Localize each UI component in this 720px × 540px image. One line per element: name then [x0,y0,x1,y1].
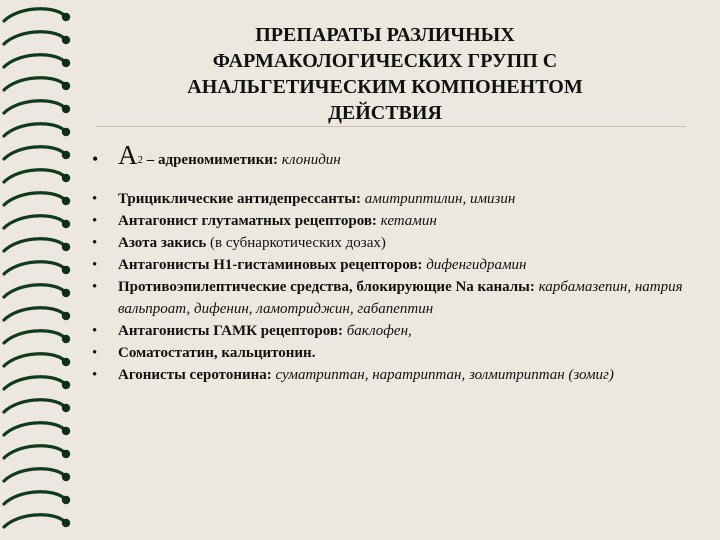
item-label: Агонисты серотонина: [118,367,276,383]
binding-hole [62,220,70,228]
binding-hole [62,473,70,481]
list-item [92,188,692,210]
lead-subscript: 2 [137,154,143,166]
bullet-icon: • [92,257,98,273]
binding-hole [62,266,70,274]
binding-ring [4,262,64,274]
binding-hole [62,427,70,435]
binding-ring [4,354,64,366]
item-label: Соматостатин, кальцитонин. [118,345,316,361]
lead-text [118,140,341,172]
list-item [92,364,692,386]
title-line-4: ДЕЙСТВИЯ [328,102,442,124]
binding-hole [62,450,70,458]
binding-hole [62,59,70,67]
binding-ring [4,515,64,527]
lead-letter: А [118,140,138,170]
binding-ring [4,308,64,320]
spiral-binding-decoration [0,0,78,540]
binding-hole [62,105,70,113]
item-value: карбамазепин, натрия вальпроат, дифенин, ламотриджин, габапептин [118,279,683,317]
list-item [92,232,692,254]
item-label: Азота закись [118,235,211,251]
binding-ring [4,285,64,297]
binding-ring [4,32,64,44]
item-label: Противоэпилептические средства, блокирующие Na каналы: [118,279,539,295]
item-value: амитриптилин, имизин [364,191,516,207]
binding-hole [62,404,70,412]
item-note: (в субнаркотических дозах) [210,235,386,251]
bullet-icon: • [92,235,98,251]
binding-hole [62,519,70,527]
binding-ring [4,101,64,113]
binding-hole [62,243,70,251]
bullet-icon: • [92,323,98,339]
binding-ring [4,170,64,182]
item-value: кетамин [380,213,437,229]
list-item [92,276,692,320]
bullet-icon: • [92,213,98,229]
binding-ring [4,216,64,228]
binding-ring [4,239,64,251]
item-label: Антагонисты ГАМК рецепторов: [118,323,347,339]
binding-ring [4,423,64,435]
binding-ring [4,147,64,159]
binding-hole [62,312,70,320]
item-label: Антагонисты Н1-гистаминовых рецепторов: [118,257,427,273]
list-item [92,342,692,364]
binding-hole [62,197,70,205]
list-item [92,210,692,232]
binding-hole [62,335,70,343]
bullet-icon: • [92,279,98,295]
binding-ring [4,400,64,412]
binding-hole [62,151,70,159]
item-label: Трициклические антидепрессанты: [118,191,365,207]
binding-hole [62,496,70,504]
binding-hole [62,358,70,366]
slide-title [120,22,650,126]
item-label: Антагонист глутаматных рецепторов: [118,213,381,229]
binding-ring [4,124,64,136]
item-value: дифенгидрамин [426,257,527,273]
binding-ring [4,446,64,458]
binding-ring [4,331,64,343]
bullet-icon: • [92,345,98,361]
binding-hole [62,13,70,21]
binding-ring [4,469,64,481]
binding-ring [4,377,64,389]
title-line-3: АНАЛЬГЕТИЧЕСКИМ КОМПОНЕНТОМ [187,76,583,98]
binding-ring [4,78,64,90]
lead-value: клонидин [281,152,341,168]
binding-hole [62,82,70,90]
list-item [92,320,692,342]
binding-hole [62,381,70,389]
bullet-icon: • [92,149,99,169]
list-item [92,254,692,276]
lead-label: – адреномиметики: [143,152,282,168]
title-line-2: ФАРМАКОЛОГИЧЕСКИХ ГРУПП С [212,50,558,72]
title-line-1: ПРЕПАРАТЫ РАЗЛИЧНЫХ [255,24,515,46]
binding-hole [62,289,70,297]
binding-ring [4,193,64,205]
bullet-icon: • [92,367,98,383]
item-value: баклофен, [346,323,412,339]
drug-list [92,188,692,386]
binding-ring [4,492,64,504]
binding-ring [4,9,64,21]
binding-hole [62,128,70,136]
title-divider [96,126,686,127]
binding-hole [62,36,70,44]
item-value: суматриптан, наратриптан, золмитриптан (зомиг) [275,367,614,383]
binding-ring [4,55,64,67]
binding-hole [62,174,70,182]
bullet-icon: • [92,191,98,207]
